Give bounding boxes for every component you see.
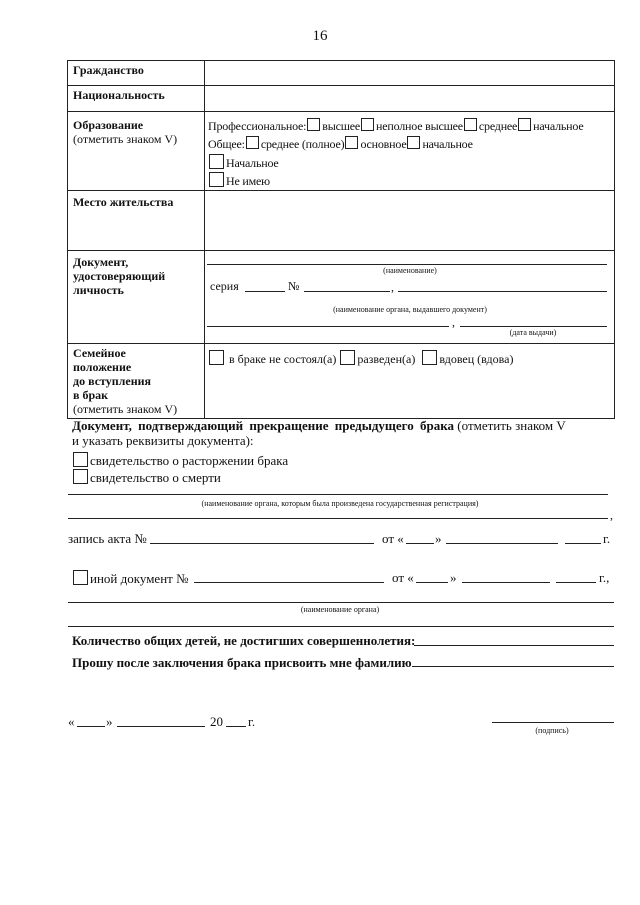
id-number-line[interactable] xyxy=(304,291,390,292)
act-day-line[interactable] xyxy=(406,543,434,544)
prev-marriage-heading xyxy=(72,418,612,433)
registry-authority-caption: (наименование органа, которым была произведена государственная регистрация) xyxy=(201,499,479,508)
nationality-field[interactable] xyxy=(205,86,615,112)
marital-label-3: до вступления xyxy=(73,374,152,388)
signature-line[interactable] xyxy=(492,722,614,723)
other-doc-month-line[interactable] xyxy=(462,582,550,583)
id-document-label-cell xyxy=(68,251,205,344)
general-label: Общее: xyxy=(208,137,245,151)
children-count-label: Количество общих детей, не достигших совершеннолетия: xyxy=(72,633,416,648)
marital-label-cell xyxy=(68,344,205,419)
professional-label: Профессиональное: xyxy=(208,119,307,133)
id-doc-label-3: личность xyxy=(73,283,124,297)
act-quote-close: » xyxy=(435,531,442,546)
marital-option-widowed: вдовец (вдова) xyxy=(439,352,514,366)
footer-close-quote: » xyxy=(106,714,113,729)
checkbox-divorced[interactable] xyxy=(340,350,355,365)
checkbox-widowed[interactable] xyxy=(422,350,437,365)
registry-comma: , xyxy=(610,508,613,522)
id-issuer-line-1[interactable] xyxy=(398,291,607,292)
other-doc-authority-line[interactable] xyxy=(68,602,614,603)
gen-option-basic: основное xyxy=(360,137,407,151)
residence-field[interactable] xyxy=(205,191,615,251)
prof-option-higher: высшее xyxy=(322,119,361,133)
other-doc-day-line[interactable] xyxy=(416,582,448,583)
act-month-line[interactable] xyxy=(446,543,558,544)
other-doc-number-line[interactable] xyxy=(194,582,384,583)
marital-option-divorced: разведен(а) xyxy=(357,352,416,366)
other-doc-authority-caption: (наименование органа) xyxy=(300,605,380,614)
surname-line[interactable] xyxy=(412,666,614,667)
education-hint: (отметить знаком V) xyxy=(73,132,178,146)
other-doc-year-line[interactable] xyxy=(556,582,596,583)
id-comma: , xyxy=(391,280,394,294)
footer-open-quote: « xyxy=(68,714,75,729)
citizenship-field[interactable] xyxy=(205,61,615,86)
id-doc-name-caption: (наименование) xyxy=(383,266,437,275)
act-from-label: от « xyxy=(382,531,404,546)
act-year-line[interactable] xyxy=(565,543,601,544)
other-doc-authority-line-2[interactable] xyxy=(68,626,614,627)
divorce-cert-row xyxy=(72,452,288,468)
prof-option-initial: начальное xyxy=(533,119,584,133)
applicant-info-table xyxy=(67,60,615,419)
gen-option-initial: начальное xyxy=(422,137,473,151)
checkbox-divorce-certificate[interactable] xyxy=(73,452,88,467)
other-doc-row xyxy=(72,570,188,586)
education-field xyxy=(205,112,615,191)
id-authority-caption: (наименование органа, выдавшего документ) xyxy=(333,305,487,314)
checkbox-gen-initial[interactable] xyxy=(407,136,420,149)
other-doc-from-label: от « xyxy=(392,570,414,585)
checkbox-gen-secondary-full[interactable] xyxy=(246,136,259,149)
checkbox-prof-secondary[interactable] xyxy=(464,118,477,131)
residence-label: Место жительства xyxy=(68,191,205,251)
education-label: Образование xyxy=(73,118,144,132)
id-doc-label-2: удостоверяющий xyxy=(73,269,166,283)
marital-option-never-married: в браке не состоял(а) xyxy=(229,352,337,366)
citizenship-label: Гражданство xyxy=(68,61,205,86)
footer-month-line[interactable] xyxy=(117,726,205,727)
id-doc-name-line[interactable] xyxy=(207,264,607,265)
checkbox-gen-basic[interactable] xyxy=(345,136,358,149)
footer-day-line[interactable] xyxy=(77,726,105,727)
checkbox-edu-none[interactable] xyxy=(209,172,224,187)
edu-option-initial: Начальное xyxy=(226,156,279,170)
edu-option-none: Не имею xyxy=(226,174,270,188)
other-doc-year-suffix: г., xyxy=(599,570,610,585)
signature-caption: (подпись) xyxy=(535,726,569,735)
checkbox-prof-incomplete-higher[interactable] xyxy=(361,118,374,131)
marital-field xyxy=(205,344,615,419)
marital-label-1: Семейное xyxy=(73,346,126,360)
id-number-sign: № xyxy=(288,279,300,293)
id-issue-date-line[interactable] xyxy=(460,326,607,327)
divorce-cert-label: свидетельство о расторжении брака xyxy=(90,453,289,468)
act-record-number-line[interactable] xyxy=(150,543,374,544)
prev-marriage-heading-bold: Документ, подтверждающий прекращение предыдущего брака xyxy=(72,418,455,433)
id-doc-label-1: Документ, xyxy=(73,255,129,269)
education-label-cell xyxy=(68,112,205,191)
nationality-label: Национальность xyxy=(68,86,205,112)
other-doc-quote-close: » xyxy=(450,570,457,585)
id-comma-2: , xyxy=(452,315,455,329)
marital-hint: (отметить знаком V) xyxy=(73,402,178,416)
series-line[interactable] xyxy=(245,291,285,292)
death-cert-label: свидетельство о смерти xyxy=(90,470,221,485)
footer-year-prefix: 20 xyxy=(210,714,223,729)
footer-year-line[interactable] xyxy=(226,726,246,727)
act-record-label: запись акта № xyxy=(68,531,147,546)
checkbox-prof-initial[interactable] xyxy=(518,118,531,131)
footer-year-suffix: г. xyxy=(248,714,256,729)
series-label: серия xyxy=(210,279,239,293)
checkbox-never-married[interactable] xyxy=(209,350,224,365)
gen-option-secondary-full: среднее (полное) xyxy=(260,137,345,151)
id-issue-date-caption: (дата выдачи) xyxy=(509,328,557,337)
prof-option-secondary: среднее xyxy=(478,119,518,133)
prof-option-incomplete-higher: неполное высшее xyxy=(376,119,463,133)
page-number: 16 xyxy=(312,28,328,44)
act-year-suffix: г. xyxy=(603,531,611,546)
death-cert-row xyxy=(72,469,221,485)
surname-request-label: Прошу после заключения брака присвоить мне фамилию xyxy=(72,655,412,670)
registry-authority-line-2[interactable] xyxy=(68,518,608,519)
prev-marriage-heading-rest: (отметить знаком V xyxy=(454,418,566,433)
id-issuer-line-2[interactable] xyxy=(207,326,449,327)
registry-authority-line-1[interactable] xyxy=(68,494,608,495)
prev-marriage-heading-line2: и указать реквизиты документа): xyxy=(72,433,254,448)
other-doc-label: иной документ № xyxy=(90,571,189,586)
checkbox-other-document[interactable] xyxy=(73,570,88,585)
checkbox-edu-initial[interactable] xyxy=(209,154,224,169)
checkbox-prof-higher[interactable] xyxy=(307,118,320,131)
marital-label-2: положение xyxy=(73,360,132,374)
marital-label-4: в брак xyxy=(73,388,109,402)
children-count-line[interactable] xyxy=(414,645,614,646)
checkbox-death-certificate[interactable] xyxy=(73,469,88,484)
